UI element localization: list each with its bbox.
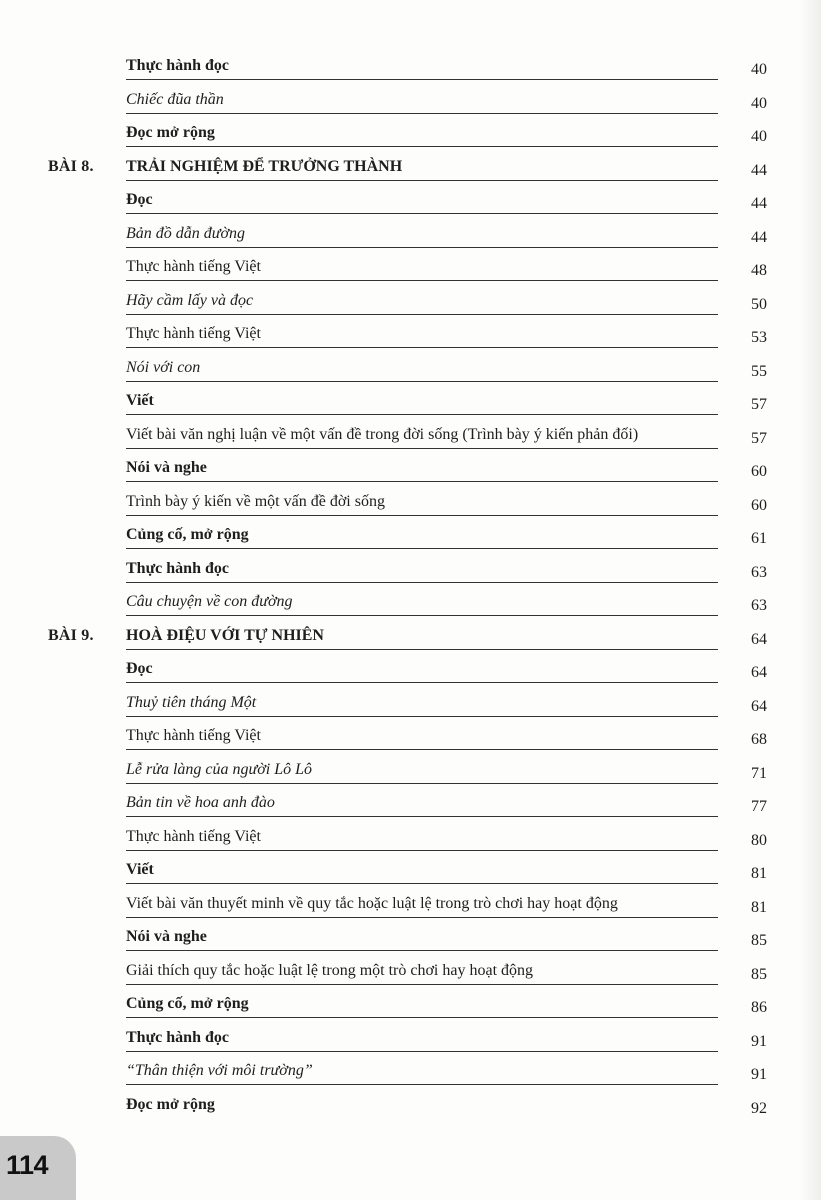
toc-entry-title: Bản đồ dẫn đường (126, 224, 718, 248)
toc-entry-title: Hãy cầm lấy và đọc (126, 291, 718, 315)
toc-page-number: 57 (751, 396, 767, 413)
toc-entry-title: Bản tin về hoa anh đào (126, 793, 718, 817)
toc-page-number: 64 (751, 697, 767, 715)
toc-page-number: 64 (751, 630, 767, 648)
toc-entry-title: Viết (126, 860, 718, 884)
toc-row (0, 425, 821, 459)
toc-entry-title: Củng cố, mở rộng (126, 525, 718, 549)
toc-row (0, 726, 821, 760)
toc-page-number: 63 (751, 597, 767, 614)
toc-row (0, 760, 821, 794)
toc-page-number: 81 (751, 865, 767, 882)
toc-row (0, 90, 821, 124)
toc-page-number: 50 (751, 295, 767, 313)
toc-page-number: 48 (751, 262, 767, 279)
toc-entry-title: Viết bài văn nghị luận về một vấn đề trong đời sống (Trình bày ý kiến phản đối) (126, 425, 718, 449)
toc-page-number: 63 (751, 563, 767, 581)
toc-row (0, 894, 821, 928)
toc-entry-title: Nói và nghe (126, 927, 718, 951)
toc-entry-title: Chiếc đũa thần (126, 90, 718, 114)
toc-entry-title: Đọc (126, 190, 718, 214)
toc-row (0, 827, 821, 861)
toc-row (0, 190, 821, 224)
toc-row (0, 525, 821, 559)
toc-row (0, 1061, 821, 1095)
toc-row (0, 291, 821, 325)
toc-row (0, 56, 821, 90)
toc-page-number: 44 (751, 228, 767, 246)
toc-entry-title: Đọc mở rộng (126, 123, 718, 147)
toc-page-number: 57 (751, 429, 767, 447)
toc-entry-title: TRẢI NGHIỆM ĐỂ TRƯỞNG THÀNH (126, 157, 718, 181)
toc-page-number: 60 (751, 463, 767, 480)
toc-lesson-row (0, 626, 821, 660)
toc-page-number: 77 (751, 798, 767, 815)
toc-row (0, 458, 821, 492)
toc-entry-title: HOÀ ĐIỆU VỚI TỰ NHIÊN (126, 626, 718, 650)
toc-row (0, 324, 821, 358)
toc-page-number: 68 (751, 731, 767, 748)
toc-entry-title: Thực hành đọc (126, 559, 718, 583)
toc-page-number: 60 (751, 496, 767, 514)
toc-entry-title: Viết bài văn thuyết minh về quy tắc hoặc luật lệ trong trò chơi hay hoạt động (126, 894, 718, 918)
toc-page-number: 44 (751, 161, 767, 179)
toc-row (0, 1028, 821, 1062)
toc-page-number: 53 (751, 329, 767, 346)
toc-entry-title: “Thân thiện với môi trường” (126, 1061, 718, 1085)
toc-entry-title: Thực hành tiếng Việt (126, 257, 718, 281)
toc-entry-title: Đọc (126, 659, 718, 683)
toc-row (0, 994, 821, 1028)
toc-entry-title: Câu chuyện về con đường (126, 592, 718, 616)
toc-entry-title: Trình bày ý kiến về một vấn đề đời sống (126, 492, 718, 516)
toc-row (0, 391, 821, 425)
toc-entry-title: Thực hành đọc (126, 56, 718, 80)
lesson-label: BÀI 9. (48, 626, 94, 644)
toc-entry-title: Giải thích quy tắc hoặc luật lệ trong một trò chơi hay hoạt động (126, 961, 718, 985)
toc-lesson-row (0, 157, 821, 191)
toc-entry-title: Thực hành tiếng Việt (126, 324, 718, 348)
toc-entry-title: Nói và nghe (126, 458, 718, 482)
toc-entry-title: Thực hành tiếng Việt (126, 726, 718, 750)
toc-row (0, 1095, 821, 1129)
toc-page-number: 71 (751, 764, 767, 782)
toc-page-number: 92 (751, 1099, 767, 1117)
toc-page-number: 40 (751, 94, 767, 112)
toc-page-number: 81 (751, 898, 767, 916)
toc-page-number: 85 (751, 965, 767, 983)
toc-page-number: 91 (751, 1032, 767, 1050)
toc-entry-title: Nói với con (126, 358, 718, 382)
toc-page-number: 44 (751, 195, 767, 212)
toc-row (0, 559, 821, 593)
toc-row (0, 358, 821, 392)
toc-page-number: 40 (751, 61, 767, 78)
toc-row (0, 224, 821, 258)
toc-entry-title: Thực hành đọc (126, 1028, 718, 1052)
page-number: 114 (6, 1150, 49, 1180)
toc-page-number: 91 (751, 1066, 767, 1083)
lesson-label: BÀI 8. (48, 157, 94, 175)
toc-page-number: 80 (751, 831, 767, 849)
toc-row (0, 793, 821, 827)
toc-row (0, 659, 821, 693)
toc-row (0, 961, 821, 995)
toc-entry-title: Đọc mở rộng (126, 1095, 215, 1113)
toc-page-number: 40 (751, 128, 767, 145)
toc-page-number: 61 (751, 530, 767, 547)
toc-entry-title: Thực hành tiếng Việt (126, 827, 718, 851)
toc-page-number: 86 (751, 999, 767, 1016)
toc-row (0, 123, 821, 157)
toc-row (0, 492, 821, 526)
toc-entry-title: Viết (126, 391, 718, 415)
toc-page-number: 85 (751, 932, 767, 949)
toc-page-number: 55 (751, 362, 767, 380)
toc-entry-title: Thuỷ tiên tháng Một (126, 693, 718, 717)
toc-row (0, 592, 821, 626)
toc-entry-title: Củng cố, mở rộng (126, 994, 718, 1018)
toc-row (0, 693, 821, 727)
toc-row (0, 927, 821, 961)
toc-row (0, 860, 821, 894)
page-number-tab (0, 1136, 76, 1200)
toc-entry-title: Lễ rửa làng của người Lô Lô (126, 760, 718, 784)
toc-row (0, 257, 821, 291)
toc-page-number: 64 (751, 664, 767, 681)
